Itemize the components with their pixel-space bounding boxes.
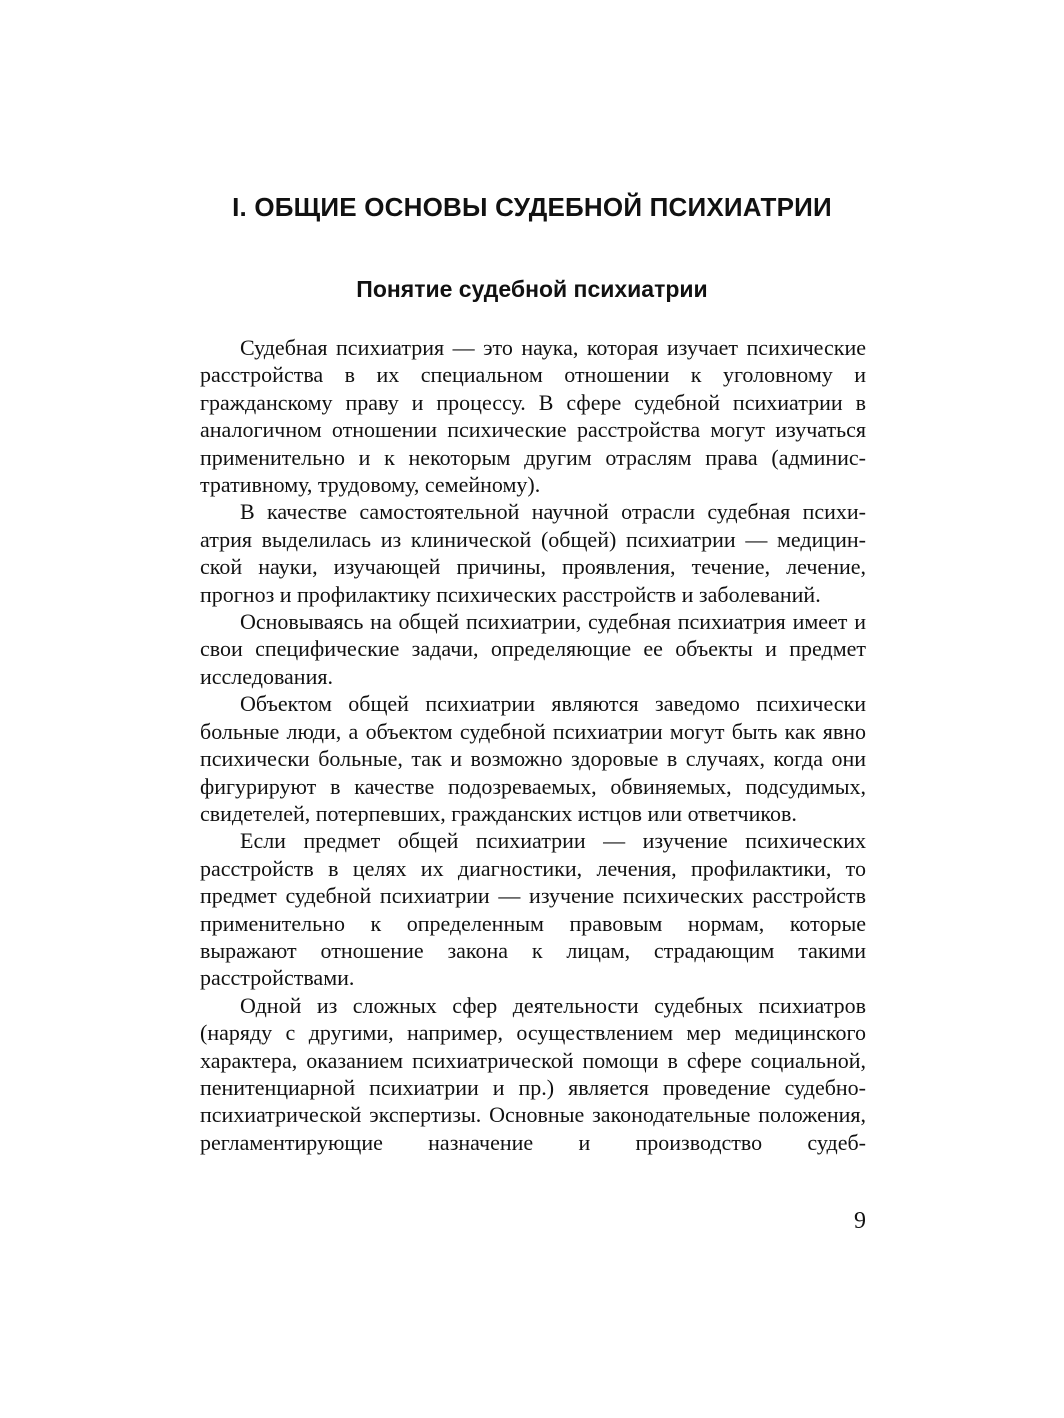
paragraph: Одной из сложных сфер деятельности судебных психиатров (наряду с другими, например, осуществлением мер медицинского характера, оказанием психиатрической помощи в сфере социальной, пенитенциарной психиатрии и пр.) является проведение судебно-психиатрической экспертизы. Основные законодательные положения, регламентирующие назначение и производство судеб-	[200, 992, 866, 1155]
body-text	[200, 334, 866, 1156]
paragraph: В качестве самостоятельной научной отрасли судебная психиатрия выделилась из клинической (общей) психиатрии — медицинской науки, изучающей причины, проявления, течение, лечение, прогноз и профилактику психических расстройств и заболеваний.	[200, 499, 866, 607]
section-title: Понятие судебной психиатрии	[356, 276, 708, 302]
paragraph: Основываясь на общей психиатрии, судебная психиатрия имеет и свои специфические задачи, определяющие ее объекты и предмет исследования.	[200, 609, 866, 689]
chapter-title: I. ОБЩИЕ ОСНОВЫ СУДЕБНОЙ ПСИХИАТРИИ	[232, 192, 832, 222]
page-number: 9	[854, 1208, 866, 1234]
paragraph: Если предмет общей психиатрии — изучение психических расстройств в целях их диагностики, лечения, профилактики, то предмет судебной психиатрии — изучение психических расстройств применительно к определенным правовым нормам, которые выражают отношение закона к лицам, страдающим такими расстройствами.	[200, 828, 866, 991]
paragraph: Объектом общей психиатрии являются заведомо психически больные люди, а объектом судебной психиатрии могут быть как явно психически больные, так и возможно здоровые в случаях, когда они фигурируют в качестве подозреваемых, обвиняемых, подсудимых, свидетелей, потерпевших, гражданских истцов или ответчиков.	[200, 691, 866, 826]
paragraph: Судебная психиатрия — это наука, которая изучает психические расстройства в их специальном отношении к уголовному и гражданскому праву и процессу. В сфере судебной психиатрии в аналогичном отношении психические расстройства могут изучаться применительно и к некоторым другим отраслям права (административному, трудовому, семейному).	[200, 335, 866, 498]
